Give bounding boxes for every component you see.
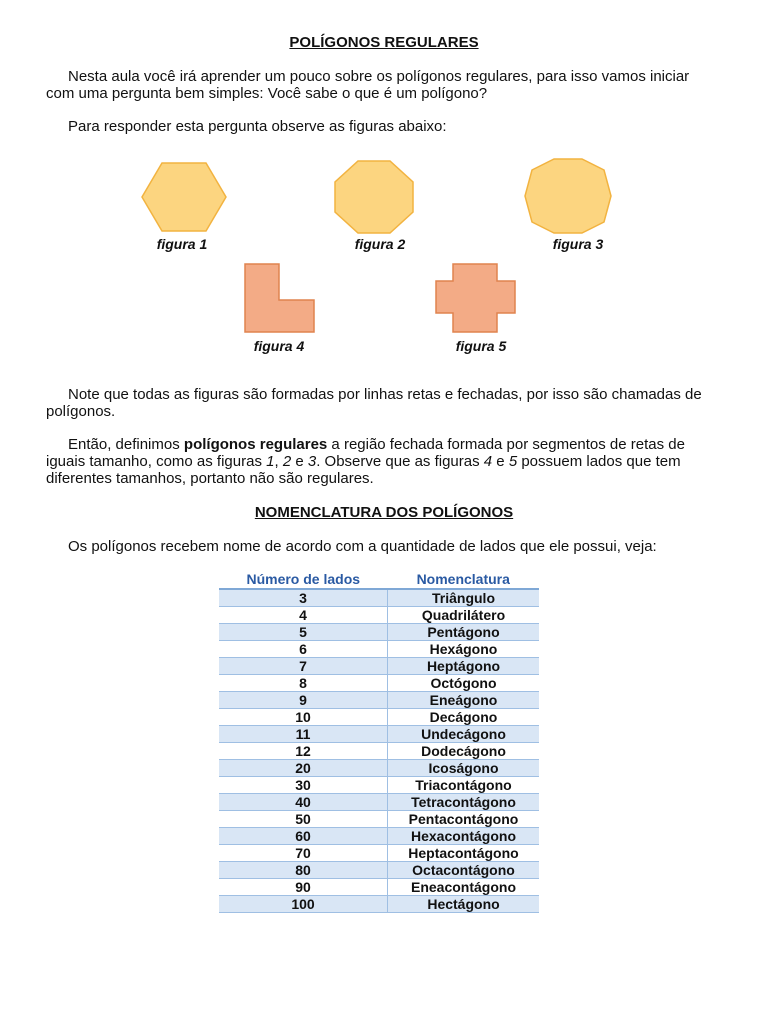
cell-sides: 5 [219, 624, 388, 641]
cell-name: Hexacontágono [388, 828, 540, 845]
instruction-paragraph: Para responder esta pergunta observe as figuras abaixo: [68, 118, 447, 135]
table-row [219, 658, 539, 675]
cell-sides: 90 [219, 879, 388, 896]
cell-name: Octógono [388, 675, 540, 692]
table-row [219, 811, 539, 828]
cell-name: Hexágono [388, 641, 540, 658]
table-header-row [219, 570, 539, 589]
table-row [219, 726, 539, 743]
cell-sides: 6 [219, 641, 388, 658]
table-row [219, 794, 539, 811]
section-title: NOMENCLATURA DOS POLÍGONOS [254, 504, 514, 521]
cell-name: Quadrilátero [388, 607, 540, 624]
page-title: POLÍGONOS REGULARES [289, 34, 479, 51]
note-paragraph: Note que todas as figuras são formadas por linhas retas e fechadas, por isso são chamadas de polígonos. [46, 386, 702, 420]
cell-name: Pentacontágono [388, 811, 540, 828]
figure-3-decagon [524, 158, 612, 234]
cell-sides: 7 [219, 658, 388, 675]
figure-2-octagon [334, 160, 414, 234]
cell-sides: 60 [219, 828, 388, 845]
table-row [219, 828, 539, 845]
cell-name: Eneágono [388, 692, 540, 709]
intro-paragraph: Nesta aula você irá aprender um pouco sobre os polígonos regulares, para isso vamos iniciar com uma pergunta bem simples: Você sabe o que é um polígono? [46, 68, 690, 102]
nomenclature-table [219, 570, 539, 913]
cell-name: Octacontágono [388, 862, 540, 879]
cell-name: Pentágono [388, 624, 540, 641]
cell-name: Dodecágono [388, 743, 540, 760]
cell-name: Heptacontágono [388, 845, 540, 862]
table-row [219, 624, 539, 641]
table-body [219, 589, 539, 913]
figure-1-hexagon [141, 162, 227, 232]
cell-name: Decágono [388, 709, 540, 726]
header-name: Nomenclatura [388, 570, 540, 589]
figure-3-label: figura 3 [552, 236, 604, 252]
cell-name: Triacontágono [388, 777, 540, 794]
table-row [219, 692, 539, 709]
table-row [219, 675, 539, 692]
cell-name: Hectágono [388, 896, 540, 913]
cell-sides: 4 [219, 607, 388, 624]
cell-name: Heptágono [388, 658, 540, 675]
table-row [219, 641, 539, 658]
table-row [219, 709, 539, 726]
table-row [219, 607, 539, 624]
cell-sides: 12 [219, 743, 388, 760]
cell-name: Icoságono [388, 760, 540, 777]
cell-name: Tetracontágono [388, 794, 540, 811]
table-row [219, 862, 539, 879]
cell-name: Undecágono [388, 726, 540, 743]
table-row [219, 879, 539, 896]
section-intro-paragraph: Os polígonos recebem nome de acordo com a quantidade de lados que ele possui, veja: [68, 538, 657, 555]
cell-sides: 50 [219, 811, 388, 828]
figure-4-label: figura 4 [253, 338, 305, 354]
table-row [219, 743, 539, 760]
cell-sides: 80 [219, 862, 388, 879]
cell-sides: 30 [219, 777, 388, 794]
figure-5-label: figura 5 [455, 338, 507, 354]
table-row [219, 760, 539, 777]
cell-sides: 100 [219, 896, 388, 913]
figure-4-l-shape [244, 263, 316, 333]
table-row [219, 845, 539, 862]
cell-sides: 9 [219, 692, 388, 709]
figure-5-cross [435, 263, 517, 333]
term-polygons-regular: polígonos regulares [183, 436, 328, 453]
table-row [219, 589, 539, 607]
table-row [219, 777, 539, 794]
header-sides: Número de lados [219, 570, 388, 589]
cell-name: Triângulo [388, 589, 540, 607]
figure-1-label: figura 1 [156, 236, 208, 252]
cell-sides: 8 [219, 675, 388, 692]
cell-sides: 3 [219, 589, 388, 607]
cell-sides: 40 [219, 794, 388, 811]
cell-sides: 10 [219, 709, 388, 726]
table-row [219, 896, 539, 913]
cell-sides: 11 [219, 726, 388, 743]
cell-sides: 70 [219, 845, 388, 862]
cell-name: Eneacontágono [388, 879, 540, 896]
definition-paragraph: Então, definimos polígonos regulares a região fechada formada por segmentos de retas de iguais tamanho, como as figuras 1, 2 e 3. Observe que as figuras 4 e 5 possuem lados que tem diferentes tamanhos, portanto não são regulares. [46, 436, 685, 487]
figure-2-label: figura 2 [354, 236, 406, 252]
cell-sides: 20 [219, 760, 388, 777]
